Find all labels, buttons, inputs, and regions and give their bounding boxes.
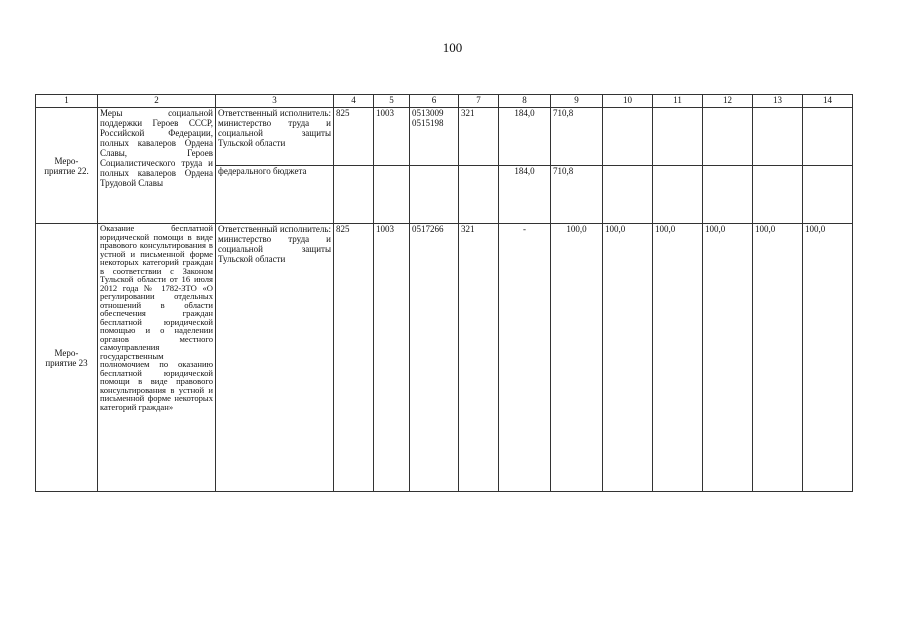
table-cell: 184,0 [499,166,551,224]
event-description: Меры социальной поддержки Героев СССР, Российской Федерации, полных кавалеров Ордена Славы, Героев Социалистического труда и полных кавалеров Ордена Трудовой Славы [98,108,216,224]
column-header: 6 [410,95,459,108]
table-row [36,108,853,166]
table-row [36,224,853,492]
column-header: 2 [98,95,216,108]
table-cell [753,108,803,166]
column-header: 4 [334,95,374,108]
table-cell: 710,8 [551,166,603,224]
page-number: 100 [442,40,463,55]
table-cell [653,108,703,166]
table-cell: 100,0 [753,224,803,492]
executor-cell: Ответственный исполнитель: министерство труда и социальной защиты Тульской области [216,224,334,492]
table-cell: 100,0 [703,224,753,492]
table-cell [703,166,753,224]
table-cell: 825 [334,108,374,166]
table-cell [803,108,853,166]
table-cell: 100,0 [653,224,703,492]
table-cell [374,166,410,224]
table-cell [653,166,703,224]
column-header: 3 [216,95,334,108]
event-label: Меро- приятие 23 [36,224,98,492]
table-cell: 100,0 [551,224,603,492]
budget-table [35,94,853,492]
event-description: Оказание бесплатной юридической помощи в виде правового консультирования в устной и письменной форме некоторых категорий граждан в соответствии с Законом Тульской области от 16 июля 2012 года № 1782-ЗТО «О регулировании отдельных отношений в области обеспечения граждан бесплатной юридической помощью и о наделении органов местного самоуправления государственным полномочием по оказанию бесплатной юридической помощи в виде правового консультирования в устной и письменной форме некоторых категорий граждан» [98,224,216,492]
column-header: 9 [551,95,603,108]
column-header: 13 [753,95,803,108]
column-header: 11 [653,95,703,108]
column-header: 12 [703,95,753,108]
table-cell: 825 [334,224,374,492]
table-cell: 321 [459,108,499,166]
executor-cell: федерального бюджета [216,166,334,224]
table-cell: 321 [459,224,499,492]
table-cell [703,108,753,166]
table-cell: 100,0 [603,224,653,492]
executor-cell: Ответственный исполнитель: министерство труда и социальной защиты Тульской области [216,108,334,166]
table-cell: 710,8 [551,108,603,166]
header-row [36,95,853,108]
table-cell [334,166,374,224]
table-cell [459,166,499,224]
table-cell: - [499,224,551,492]
table-cell: 0513009 0515198 [410,108,459,166]
table-cell [753,166,803,224]
table-cell [410,166,459,224]
event-label: Меро- приятие 22. [36,108,98,224]
column-header: 5 [374,95,410,108]
column-header: 1 [36,95,98,108]
column-header: 8 [499,95,551,108]
table-cell [603,108,653,166]
table-cell: 1003 [374,224,410,492]
table-cell [803,166,853,224]
table-cell: 1003 [374,108,410,166]
column-header: 10 [603,95,653,108]
table-cell [603,166,653,224]
column-header: 14 [803,95,853,108]
table-cell: 184,0 [499,108,551,166]
table-cell: 0517266 [410,224,459,492]
column-header: 7 [459,95,499,108]
table-cell: 100,0 [803,224,853,492]
